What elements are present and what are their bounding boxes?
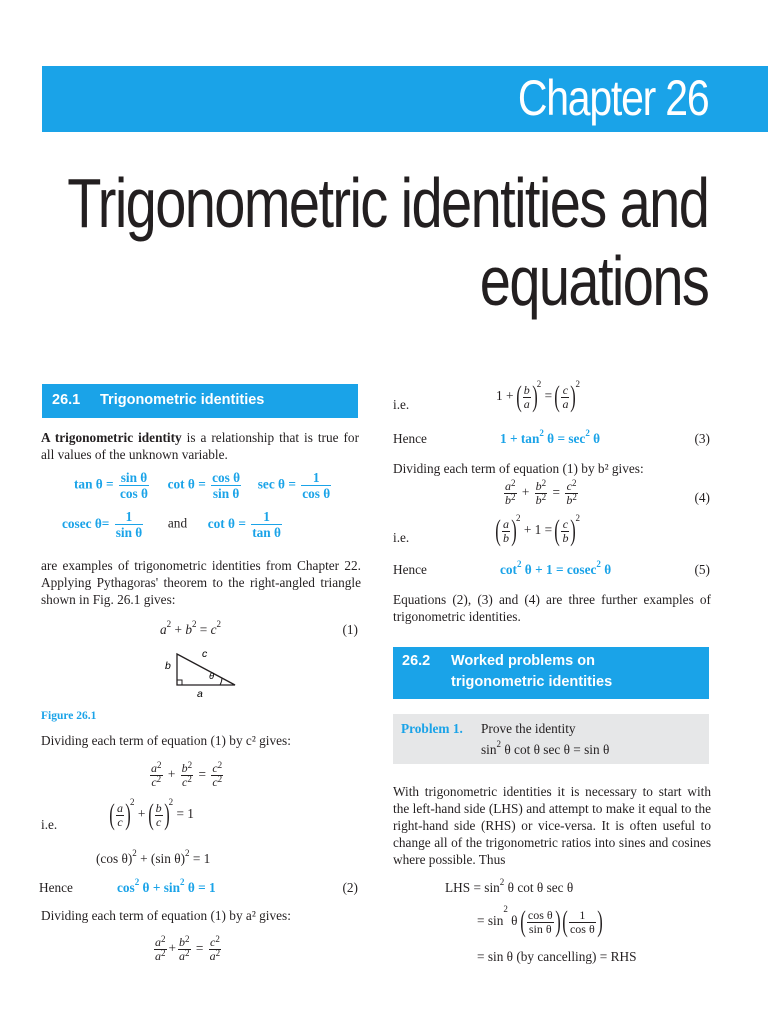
figure-label-b: b xyxy=(165,660,171,672)
equation-4: $\frac{a^2}{b^2}$ + $\frac{b^2}{b^2}$ = $\frac{c^2}{b^2}$ xyxy=(505,478,577,507)
equation-3-number: (3) xyxy=(694,431,710,446)
equation-5: $\cot^2 \theta + 1 = cosec^2$ θ xyxy=(500,559,612,577)
hence-label-left: Hence xyxy=(39,880,73,895)
equation-3: $1 + \tan^2 \theta = \sec^2 \theta$ xyxy=(500,428,601,446)
equation-2: $\cos^2 \theta + \sin^2 \theta = 1$ xyxy=(117,877,216,895)
hence-label-right-2: Hence xyxy=(393,562,427,577)
equation-1-number: (1) xyxy=(342,622,358,637)
figure-caption: Figure 26.1 xyxy=(41,710,97,722)
further-examples-paragraph: Equations (2), (3) and (4) are three further examples of trigonometric identities. xyxy=(393,592,711,624)
equation-ratio-squares: ( $\frac{a}{c}$ )$^2$ + ( $\frac{b}{c}$ )$^2$ = 1 xyxy=(109,797,194,831)
equation-b-over-a: 1 + ( $\frac{b}{a}$ )$^2$ = ( $\frac{c}{a}$ )$^2$ xyxy=(496,379,580,413)
hence-label-right-1: Hence xyxy=(393,431,427,446)
proof-line-1: LHS = $\sin^2 \theta$ cot θ sec θ xyxy=(445,877,574,895)
identity-definition: A trigonometric identity is a relationship that is true for all values of the unknown variable. xyxy=(41,430,360,462)
ie-label-left: i.e. xyxy=(41,817,58,832)
equation-a-over-b: ( $\frac{a}{b}$ )$^2$ + 1 = ( $\frac{c}{b}$ )$^2$ xyxy=(495,513,580,547)
equation-4-number: (4) xyxy=(694,490,710,505)
problem-1-label: Problem 1. xyxy=(401,721,463,736)
equation-1: $a^2 + b^2 = c^2$ xyxy=(160,619,222,637)
problem-1-box xyxy=(393,714,709,764)
ie-label-right-1: i.e. xyxy=(393,397,410,412)
problem-1-identity: $\sin^2 \theta$ cot θ sec θ = sin θ xyxy=(481,739,610,757)
chapter-banner xyxy=(42,66,768,132)
divide-by-b-sentence: Dividing each term of equation (1) by b² gives: xyxy=(393,461,644,476)
proof-line-2: = $\sin^2 \theta$ ( $\frac{\text{cos θ}}{\text{sin θ}}$ ) ( $\frac{1}{\text{cos θ}}$ ) xyxy=(477,904,603,938)
equation-divided-a: $\frac{a^2}{a^2}$ + $\frac{b^2}{a^2}$ = $\frac{c^2}{a^2}$ xyxy=(155,934,221,963)
section-heading-26-1: 26.1 Trigonometric identities xyxy=(42,384,358,418)
section-heading-26-2: 26.2 Worked problems on trigonometric identities xyxy=(393,647,709,699)
equation-2-number: (2) xyxy=(342,880,358,895)
problem-1-explanation: With trigonometric identities it is necessary to start with the left-hand side (LHS) and attempt to make it equal to the right-hand side (RHS) or vice-versa. It is often useful to change all of the trigonometric ratios into sines and cosines where possible. Thus xyxy=(393,784,711,867)
proof-line-3: = sin θ (by cancelling) = RHS xyxy=(477,949,637,964)
examples-paragraph: are examples of trigonometric identities from Chapter 22. Applying Pythagoras' theorem to the right-angled triangle shown in Fig. 26.1 gives: xyxy=(41,558,361,607)
chapter-label: Chapter 26 xyxy=(517,70,708,126)
page-title: Trigonometric identities and equations xyxy=(66,164,708,320)
problem-1-text: Prove the identity xyxy=(481,721,576,736)
figure-label-c: c xyxy=(202,648,208,660)
identities-row-2: cosec θ= $\frac{1}{\text{sin θ}}$ and cot θ = $\frac{1}{\text{tan θ}}$ xyxy=(62,509,281,540)
figure-label-a: a xyxy=(197,688,203,700)
divide-by-c-sentence: Dividing each term of equation (1) by c² gives: xyxy=(41,733,291,748)
equation-5-number: (5) xyxy=(694,562,710,577)
divide-by-a-sentence: Dividing each term of equation (1) by a² gives: xyxy=(41,908,291,923)
equation-divided-c: $\frac{a^2}{c^2}$ + $\frac{b^2}{c^2}$ = $\frac{c^2}{c^2}$ xyxy=(151,760,223,789)
figure-label-theta: θ xyxy=(209,671,215,682)
right-triangle-figure xyxy=(160,644,242,700)
identities-row-1: tan θ = $\frac{\text{sin θ}}{\text{cos θ}}$ cot θ = $\frac{\text{cos θ}}{\text{sin θ}}$ sec θ = $\frac{1}{\text{cos θ}}$ xyxy=(74,470,331,501)
equation-cos-sin-squares: (cos θ)$^2$ + (sin θ)$^2$ = 1 xyxy=(96,848,211,866)
ie-label-right-2: i.e. xyxy=(393,530,410,545)
